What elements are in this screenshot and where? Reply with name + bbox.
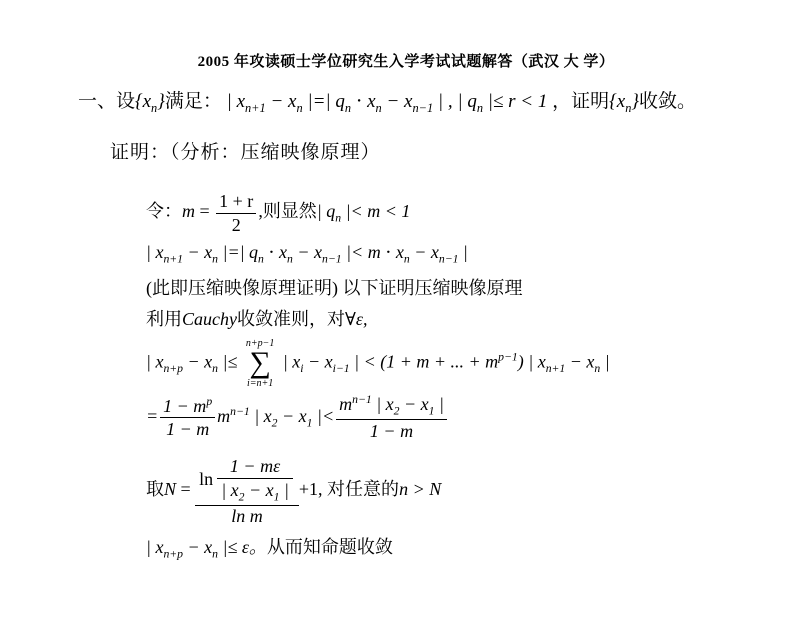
sum-symbol: n+p−1 ∑ i=n+1 [245, 338, 275, 389]
final-inequality: | $x_{n+p} - x_n$ |≤ ε。 [146, 537, 267, 561]
N-inner-num: 1 − mε [229, 456, 281, 476]
claim-text: ，证明 [552, 91, 610, 112]
n-gt-N: n > N [399, 478, 442, 499]
N-fraction: ln $\frac{1 - m\varepsilon}{| x_2 - x_1 |}$ ln m [195, 455, 299, 527]
sum-lower: i=n+1 [246, 377, 274, 389]
bound-formula: | $q_n$ |< m < 1 [316, 201, 411, 225]
condition-label: 满足： [164, 91, 222, 112]
m-symbol: m [182, 201, 195, 222]
condition-formula: | $x_{n+1} - x_n$ |=| $q_n \cdot x_n - x_{n-1}$ | , | $q_n$ |≤ r < 1 [226, 91, 548, 115]
use-text: 利用 [146, 309, 182, 329]
let-label: 令： [146, 201, 182, 222]
proof-line-note: (此即压缩映像原理证明) 以下证明压缩映像原理 [146, 278, 523, 298]
problem-prefix: 一、设 [78, 91, 136, 112]
take-text: 取 [146, 478, 164, 499]
N-symbol: N [164, 478, 177, 499]
page-title: 2005 年攻读硕士学位研究生入学考试试题解答（武汉 大 学） [197, 54, 615, 70]
proof-line-6: 取N = ln $\frac{1 - m\varepsilon}{| x_2 - x_1 |}$ ln m +1, 对任意的n > N [146, 456, 442, 526]
any-text: +1, 对任意的 [298, 478, 400, 499]
cauchy-label: Cauchy [182, 309, 237, 329]
obvious-text: ,则显然 [258, 201, 317, 222]
sequence-symbol: $\{x_n\}$ [135, 91, 165, 115]
conclusion-text: 从而知命题收敛 [266, 537, 393, 557]
proof-line-2: | $x_{n+1} - x_n$ |=| $q_n \cdot x_n - x_{n-1}$ |< $m \cdot x_n - x_{n-1}$ | [146, 242, 468, 266]
problem-statement [78, 86, 696, 116]
N-fraction-den: ln m [231, 505, 263, 526]
m-fraction [216, 190, 256, 236]
m-fraction-den: 2 [216, 213, 256, 237]
proof-line-7 [146, 533, 393, 561]
proof-heading: 证明：（分析：压缩映像原理） [110, 142, 381, 163]
bound-fraction: $\frac{m^{n-1} | x_2 - x_1 |}{1 - m}$ [336, 393, 447, 443]
proof-line-4: | $x_{n+p} - x_n$ |≤ n+p−1 ∑ i=n+1 | $x_i - x_{i-1}$ | < (1 + m + ... + $m^{p-1}$) | $x_{n+1} - x_n$ | [146, 338, 610, 389]
proof-line-1: 令：m = $\frac{1 + r}{2}$ ,则显然| $q_n$ |< m < 1 [146, 191, 411, 235]
criterion-text: 收敛准则，对 [236, 309, 345, 329]
sum-upper: n+p−1 [245, 338, 275, 349]
sequence-symbol-2: $\{x_n\}$ [609, 91, 639, 115]
geom-fraction: $\frac{1 - m^p}{1 - m}$ [160, 395, 215, 441]
claim-tail: 收敛。 [638, 91, 696, 112]
m-fraction-num: 1 + r [219, 191, 254, 211]
proof-line-3 [146, 305, 367, 331]
proof-line-5: = $\frac{1 - m^p}{1 - m}$ $m^{n-1}$ | $x_2 - x_1$ |< $\frac{m^{n-1} | x_2 - x_1 |}{1 - m}$ [146, 393, 449, 443]
epsilon-quantifier: ∀ε, [344, 309, 368, 329]
